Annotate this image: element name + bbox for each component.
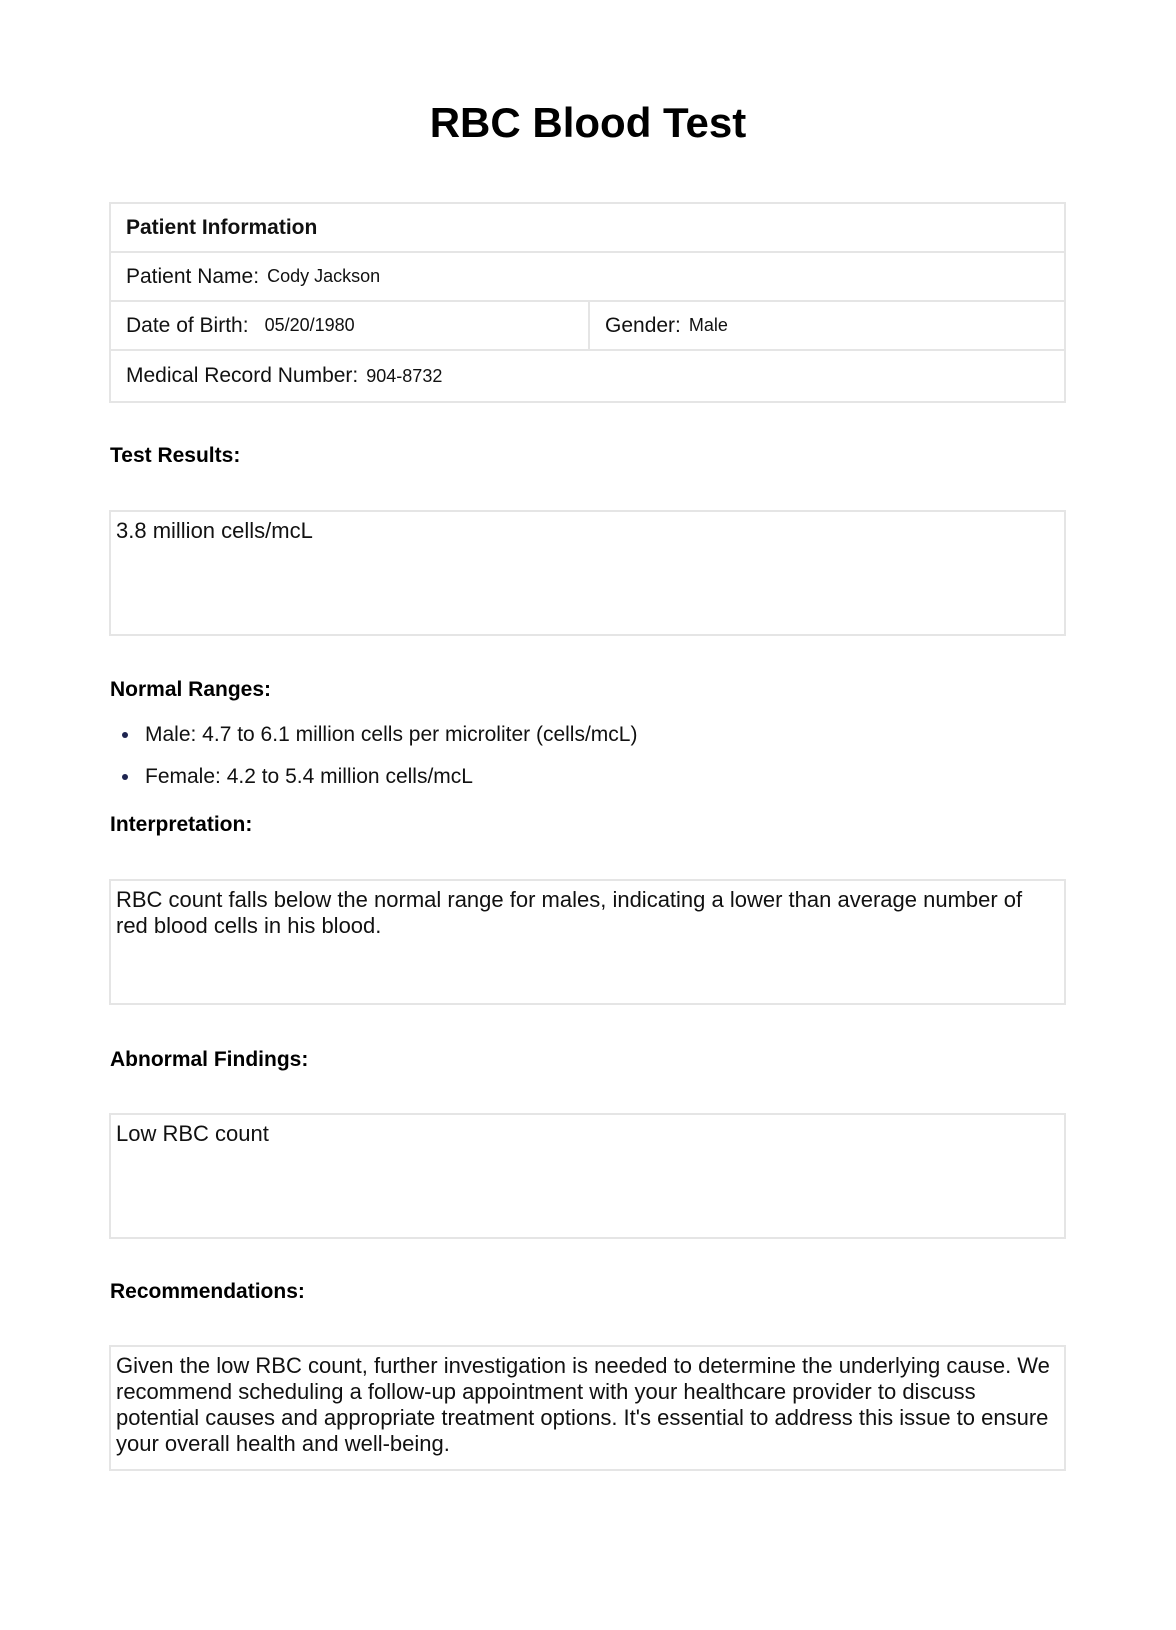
patient-info-header-row <box>111 204 1064 253</box>
dob-label: Date of Birth: <box>126 313 249 337</box>
list-item <box>110 722 637 764</box>
recommendations-label: Recommendations: <box>110 1280 305 1303</box>
bullet-icon <box>122 774 128 780</box>
recommendations-box[interactable]: Given the low RBC count, further investigation is needed to determine the underlying cause. We recommend scheduling a follow-up appointment with your healthcare provider to discuss potential causes and appropriate treatment options. It's essential to address this issue to ensure your overall health and well-being. <box>109 1345 1066 1471</box>
mrn-value: 904-8732 <box>366 365 443 386</box>
dob-value: 05/20/1980 <box>264 315 355 335</box>
patient-name-cell[interactable] <box>111 253 1064 300</box>
range-female-text: Female: 4.2 to 5.4 million cells/mcL <box>145 765 473 788</box>
bullet-icon <box>122 732 128 738</box>
mrn-cell[interactable] <box>111 351 1064 401</box>
abnormal-findings-label: Abnormal Findings: <box>110 1048 309 1071</box>
test-results-label: Test Results: <box>110 444 241 467</box>
range-male-text: Male: 4.7 to 6.1 million cells per microliter (cells/mcL) <box>145 723 638 746</box>
gender-label: Gender: <box>605 313 681 337</box>
test-results-box[interactable]: 3.8 million cells/mcL <box>109 510 1066 636</box>
mrn-label: Medical Record Number: <box>126 364 359 387</box>
patient-name-label: Patient Name: <box>126 264 260 288</box>
interpretation-box[interactable]: RBC count falls below the normal range for males, indicating a lower than average number of red blood cells in his blood. <box>109 879 1066 1005</box>
dob-gender-row <box>111 302 1064 351</box>
patient-name-value: Cody Jackson <box>267 266 381 286</box>
abnormal-findings-box[interactable]: Low RBC count <box>109 1113 1066 1239</box>
mrn-row <box>111 351 1064 401</box>
interpretation-label: Interpretation: <box>110 813 253 836</box>
page-title: RBC Blood Test <box>429 99 747 146</box>
gender-value: Male <box>688 315 728 335</box>
patient-info-table <box>109 202 1066 403</box>
patient-name-row <box>111 253 1064 302</box>
dob-cell[interactable] <box>111 302 590 349</box>
patient-info-header: Patient Information <box>126 215 318 239</box>
normal-ranges-label: Normal Ranges: <box>110 678 272 701</box>
normal-ranges-list <box>110 722 637 806</box>
list-item <box>110 764 637 806</box>
gender-cell[interactable] <box>590 302 1064 349</box>
